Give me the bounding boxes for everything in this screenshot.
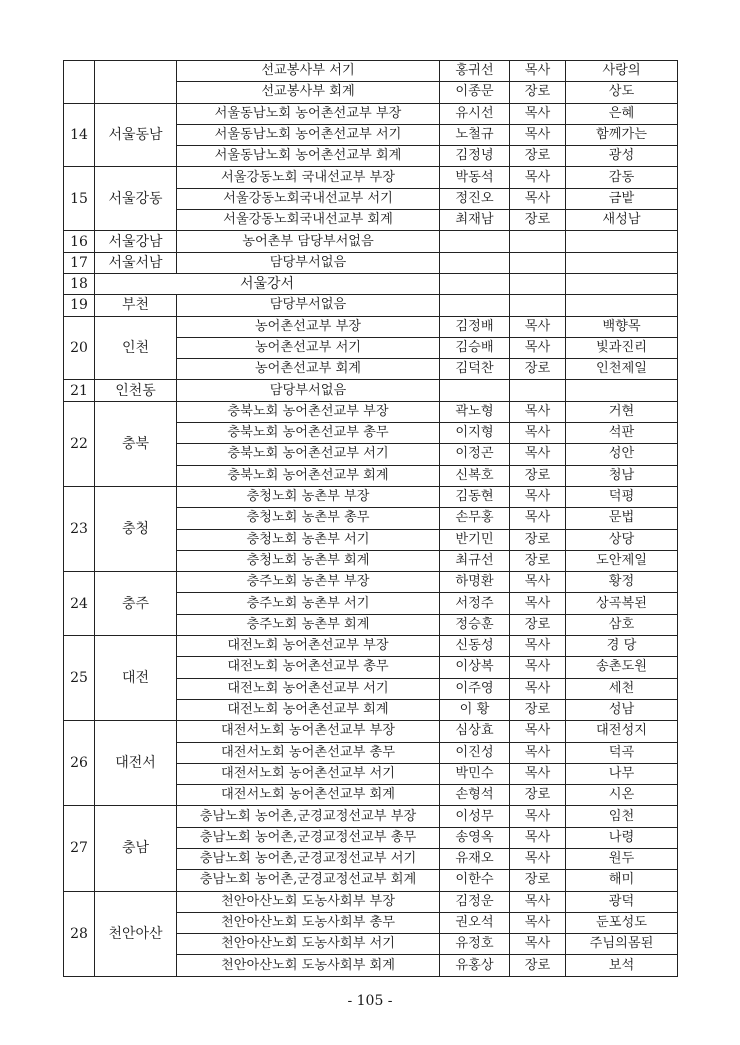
person-title: 목사 bbox=[510, 423, 566, 444]
church-name: 둔포성도 bbox=[566, 912, 678, 933]
row-number: 28 bbox=[64, 891, 95, 976]
person-name: 서정주 bbox=[440, 593, 510, 614]
person-name: 이성무 bbox=[440, 806, 510, 827]
row-number: 21 bbox=[64, 380, 95, 401]
region-name: 대전서 bbox=[95, 721, 177, 806]
person-title: 목사 bbox=[510, 167, 566, 188]
person-title: 장로 bbox=[510, 210, 566, 231]
person-name: 송영옥 bbox=[440, 827, 510, 848]
region-name: 충북 bbox=[95, 401, 177, 486]
department-position: 충남노회 농어촌,군경교정선교부 서기 bbox=[177, 848, 440, 869]
region-name: 인천동 bbox=[95, 380, 177, 401]
department-position: 충청노회 농촌부 부장 bbox=[177, 486, 440, 507]
person-name: 김정배 bbox=[440, 316, 510, 337]
church-name: 성남 bbox=[566, 699, 678, 720]
church-name: 청남 bbox=[566, 465, 678, 486]
department-position: 천안아산노회 도농사회부 총무 bbox=[177, 912, 440, 933]
person-name: 최재남 bbox=[440, 210, 510, 231]
department-position: 충북노회 농어촌선교부 서기 bbox=[177, 444, 440, 465]
person-name bbox=[440, 295, 510, 316]
person-title: 목사 bbox=[510, 401, 566, 422]
person-title bbox=[510, 295, 566, 316]
table-row bbox=[64, 273, 678, 294]
department-position: 서울강동노회국내선교부 회계 bbox=[177, 210, 440, 231]
person-name: 유재오 bbox=[440, 848, 510, 869]
person-title: 장로 bbox=[510, 146, 566, 167]
person-title: 목사 bbox=[510, 721, 566, 742]
church-name bbox=[566, 231, 678, 252]
church-name: 사랑의 bbox=[566, 61, 678, 82]
row-number: 25 bbox=[64, 636, 95, 721]
person-name bbox=[440, 380, 510, 401]
table-row bbox=[64, 167, 678, 188]
person-title bbox=[510, 273, 566, 294]
person-name: 손형석 bbox=[440, 785, 510, 806]
department-position: 대전노회 농어촌선교부 서기 bbox=[177, 678, 440, 699]
department-position: 선교봉사부 회계 bbox=[177, 82, 440, 103]
church-name: 시온 bbox=[566, 785, 678, 806]
person-title: 장로 bbox=[510, 550, 566, 571]
region-name: 서울서남 bbox=[95, 252, 177, 273]
person-title: 장로 bbox=[510, 870, 566, 891]
church-name: 은혜 bbox=[566, 103, 678, 124]
person-name: 이주영 bbox=[440, 678, 510, 699]
person-title: 목사 bbox=[510, 657, 566, 678]
person-title: 목사 bbox=[510, 806, 566, 827]
church-name: 송촌도원 bbox=[566, 657, 678, 678]
church-name: 임천 bbox=[566, 806, 678, 827]
person-name: 김정운 bbox=[440, 891, 510, 912]
row-number: 14 bbox=[64, 103, 95, 167]
department-position: 충주노회 농촌부 회계 bbox=[177, 614, 440, 635]
department-position: 천안아산노회 도농사회부 회계 bbox=[177, 955, 440, 976]
person-title bbox=[510, 380, 566, 401]
department-position: 서울강동노회국내선교부 서기 bbox=[177, 188, 440, 209]
person-name: 최규선 bbox=[440, 550, 510, 571]
person-title: 목사 bbox=[510, 636, 566, 657]
church-name: 원두 bbox=[566, 848, 678, 869]
person-name bbox=[440, 273, 510, 294]
person-name: 권오석 bbox=[440, 912, 510, 933]
church-name: 상도 bbox=[566, 82, 678, 103]
department-position: 서울동남노회 농어촌선교부 회계 bbox=[177, 146, 440, 167]
department-position: 천안아산노회 도농사회부 서기 bbox=[177, 934, 440, 955]
person-title: 장로 bbox=[510, 614, 566, 635]
row-number: 22 bbox=[64, 401, 95, 486]
church-name: 감동 bbox=[566, 167, 678, 188]
department-position: 충청노회 농촌부 서기 bbox=[177, 529, 440, 550]
department-position: 충북노회 농어촌선교부 부장 bbox=[177, 401, 440, 422]
person-title: 목사 bbox=[510, 912, 566, 933]
person-name: 유홍상 bbox=[440, 955, 510, 976]
row-number: 16 bbox=[64, 231, 95, 252]
church-name: 금밭 bbox=[566, 188, 678, 209]
department-note: 담당부서없음 bbox=[177, 380, 440, 401]
church-name: 거현 bbox=[566, 401, 678, 422]
person-title: 목사 bbox=[510, 763, 566, 784]
church-name: 백향목 bbox=[566, 316, 678, 337]
person-title: 목사 bbox=[510, 827, 566, 848]
person-name: 이종문 bbox=[440, 82, 510, 103]
person-name: 이지형 bbox=[440, 423, 510, 444]
church-name: 상당 bbox=[566, 529, 678, 550]
person-name: 반기민 bbox=[440, 529, 510, 550]
church-name: 석판 bbox=[566, 423, 678, 444]
person-name: 김덕찬 bbox=[440, 359, 510, 380]
person-name: 이한수 bbox=[440, 870, 510, 891]
table-row bbox=[64, 61, 678, 82]
department-position: 서울강동노회 국내선교부 부장 bbox=[177, 167, 440, 188]
page-number: - 105 - bbox=[347, 993, 393, 1009]
person-name: 노철규 bbox=[440, 124, 510, 145]
church-name: 경 당 bbox=[566, 636, 678, 657]
department-position: 선교봉사부 서기 bbox=[177, 61, 440, 82]
region-name: 충주 bbox=[95, 572, 177, 636]
roster-table-body bbox=[64, 61, 678, 977]
region-name: 천안아산 bbox=[95, 891, 177, 976]
church-name: 광덕 bbox=[566, 891, 678, 912]
region-name bbox=[95, 61, 177, 104]
region-name: 서울동남 bbox=[95, 103, 177, 167]
person-title: 목사 bbox=[510, 742, 566, 763]
department-position: 농어촌선교부 부장 bbox=[177, 316, 440, 337]
church-name: 상곡복된 bbox=[566, 593, 678, 614]
person-name: 유시선 bbox=[440, 103, 510, 124]
person-title: 목사 bbox=[510, 188, 566, 209]
church-name: 해미 bbox=[566, 870, 678, 891]
church-name: 보석 bbox=[566, 955, 678, 976]
church-name: 성안 bbox=[566, 444, 678, 465]
person-title: 장로 bbox=[510, 529, 566, 550]
person-name: 이상복 bbox=[440, 657, 510, 678]
region-name: 충청 bbox=[95, 486, 177, 571]
row-number: 20 bbox=[64, 316, 95, 380]
department-position: 충남노회 농어촌,군경교정선교부 회계 bbox=[177, 870, 440, 891]
person-title: 목사 bbox=[510, 337, 566, 358]
person-title: 장로 bbox=[510, 82, 566, 103]
department-note: 농어촌부 담당부서없음 bbox=[177, 231, 440, 252]
person-name: 김동현 bbox=[440, 486, 510, 507]
person-name bbox=[440, 231, 510, 252]
department-note: 담당부서없음 bbox=[177, 295, 440, 316]
person-name: 정진오 bbox=[440, 188, 510, 209]
person-name: 정승훈 bbox=[440, 614, 510, 635]
row-number: 15 bbox=[64, 167, 95, 231]
church-name: 대전성지 bbox=[566, 721, 678, 742]
person-name: 김정녕 bbox=[440, 146, 510, 167]
department-position: 충남노회 농어촌,군경교정선교부 총무 bbox=[177, 827, 440, 848]
church-name bbox=[566, 295, 678, 316]
department-position: 서울동남노회 농어촌선교부 서기 bbox=[177, 124, 440, 145]
person-name: 곽노형 bbox=[440, 401, 510, 422]
church-name: 나무 bbox=[566, 763, 678, 784]
department-position: 농어촌선교부 회계 bbox=[177, 359, 440, 380]
person-title: 목사 bbox=[510, 572, 566, 593]
person-name: 손무홍 bbox=[440, 508, 510, 529]
person-title: 목사 bbox=[510, 316, 566, 337]
person-name bbox=[440, 252, 510, 273]
department-position: 대전노회 농어촌선교부 회계 bbox=[177, 699, 440, 720]
row-number: 19 bbox=[64, 295, 95, 316]
person-title: 목사 bbox=[510, 593, 566, 614]
person-title: 목사 bbox=[510, 848, 566, 869]
region-name: 대전 bbox=[95, 636, 177, 721]
department-note: 담당부서없음 bbox=[177, 252, 440, 273]
person-title bbox=[510, 231, 566, 252]
person-name: 신복호 bbox=[440, 465, 510, 486]
table-row bbox=[64, 380, 678, 401]
department-position: 대전서노회 농어촌선교부 총무 bbox=[177, 742, 440, 763]
person-title: 목사 bbox=[510, 678, 566, 699]
row-number bbox=[64, 61, 95, 104]
department-position: 대전노회 농어촌선교부 총무 bbox=[177, 657, 440, 678]
department-position: 농어촌선교부 서기 bbox=[177, 337, 440, 358]
person-name: 박민수 bbox=[440, 763, 510, 784]
person-title: 장로 bbox=[510, 359, 566, 380]
department-position: 충북노회 농어촌선교부 회계 bbox=[177, 465, 440, 486]
church-name bbox=[566, 380, 678, 401]
church-name: 도안제일 bbox=[566, 550, 678, 571]
person-name: 홍귀선 bbox=[440, 61, 510, 82]
church-name: 황정 bbox=[566, 572, 678, 593]
church-name: 함께가는 bbox=[566, 124, 678, 145]
table-row bbox=[64, 103, 678, 124]
table-row bbox=[64, 486, 678, 507]
person-name: 박동석 bbox=[440, 167, 510, 188]
person-title: 목사 bbox=[510, 891, 566, 912]
table-row bbox=[64, 295, 678, 316]
row-number: 17 bbox=[64, 252, 95, 273]
table-row bbox=[64, 401, 678, 422]
table-row bbox=[64, 636, 678, 657]
table-row bbox=[64, 252, 678, 273]
person-title: 목사 bbox=[510, 444, 566, 465]
table-row bbox=[64, 316, 678, 337]
department-position: 충북노회 농어촌선교부 총무 bbox=[177, 423, 440, 444]
person-title: 장로 bbox=[510, 785, 566, 806]
person-title: 장로 bbox=[510, 465, 566, 486]
person-title: 목사 bbox=[510, 508, 566, 529]
department-position: 충청노회 농촌부 총무 bbox=[177, 508, 440, 529]
church-name: 주님의몸된 bbox=[566, 934, 678, 955]
row-number: 24 bbox=[64, 572, 95, 636]
row-number: 26 bbox=[64, 721, 95, 806]
church-name: 빛과진리 bbox=[566, 337, 678, 358]
table-row bbox=[64, 231, 678, 252]
table-row bbox=[64, 721, 678, 742]
department-position: 대전서노회 농어촌선교부 회계 bbox=[177, 785, 440, 806]
person-name: 신동성 bbox=[440, 636, 510, 657]
person-name: 이 황 bbox=[440, 699, 510, 720]
roster-table bbox=[63, 60, 678, 977]
row-number: 18 bbox=[64, 273, 95, 294]
row-number: 27 bbox=[64, 806, 95, 891]
region-name-merged: 서울강서 bbox=[95, 273, 440, 294]
department-position: 대전서노회 농어촌선교부 부장 bbox=[177, 721, 440, 742]
church-name: 덕곡 bbox=[566, 742, 678, 763]
region-name: 부천 bbox=[95, 295, 177, 316]
person-name: 이정곤 bbox=[440, 444, 510, 465]
person-name: 심상효 bbox=[440, 721, 510, 742]
table-row bbox=[64, 572, 678, 593]
church-name: 문법 bbox=[566, 508, 678, 529]
person-name: 이진성 bbox=[440, 742, 510, 763]
person-title: 목사 bbox=[510, 103, 566, 124]
person-title: 장로 bbox=[510, 955, 566, 976]
department-position: 대전노회 농어촌선교부 부장 bbox=[177, 636, 440, 657]
person-title: 목사 bbox=[510, 61, 566, 82]
region-name: 충남 bbox=[95, 806, 177, 891]
church-name: 세천 bbox=[566, 678, 678, 699]
church-name bbox=[566, 252, 678, 273]
person-title: 목사 bbox=[510, 934, 566, 955]
church-name: 나령 bbox=[566, 827, 678, 848]
department-position: 서울동남노회 농어촌선교부 부장 bbox=[177, 103, 440, 124]
department-position: 충주노회 농촌부 부장 bbox=[177, 572, 440, 593]
person-title bbox=[510, 252, 566, 273]
person-name: 하명환 bbox=[440, 572, 510, 593]
department-position: 천안아산노회 도농사회부 부장 bbox=[177, 891, 440, 912]
table-row bbox=[64, 806, 678, 827]
church-name: 인천제일 bbox=[566, 359, 678, 380]
region-name: 서울강남 bbox=[95, 231, 177, 252]
person-name: 김승배 bbox=[440, 337, 510, 358]
department-position: 충남노회 농어촌,군경교정선교부 부장 bbox=[177, 806, 440, 827]
region-name: 인천 bbox=[95, 316, 177, 380]
church-name: 삼호 bbox=[566, 614, 678, 635]
department-position: 충주노회 농촌부 서기 bbox=[177, 593, 440, 614]
department-position: 충청노회 농촌부 회계 bbox=[177, 550, 440, 571]
church-name bbox=[566, 273, 678, 294]
person-name: 유정호 bbox=[440, 934, 510, 955]
church-name: 광성 bbox=[566, 146, 678, 167]
department-position: 대전서노회 농어촌선교부 서기 bbox=[177, 763, 440, 784]
table-row bbox=[64, 891, 678, 912]
region-name: 서울강동 bbox=[95, 167, 177, 231]
row-number: 23 bbox=[64, 486, 95, 571]
church-name: 새성남 bbox=[566, 210, 678, 231]
church-name: 덕평 bbox=[566, 486, 678, 507]
person-title: 장로 bbox=[510, 699, 566, 720]
person-title: 목사 bbox=[510, 124, 566, 145]
person-title: 목사 bbox=[510, 486, 566, 507]
